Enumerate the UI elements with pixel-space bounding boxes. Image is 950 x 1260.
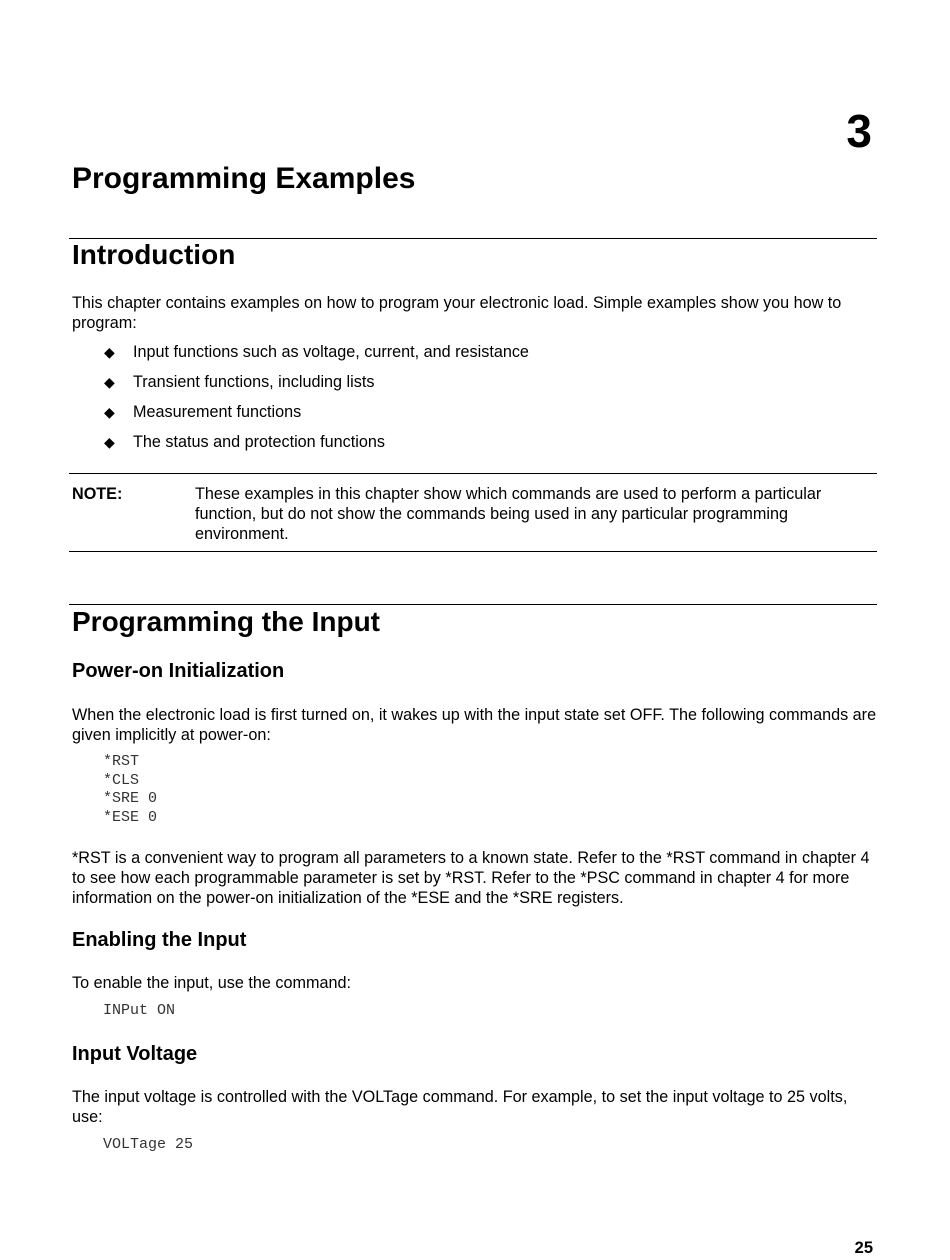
list-item-text: Measurement functions	[133, 403, 302, 421]
input-voltage-paragraph: The input voltage is controlled with the VOLTage command. For example, to set the input voltage to 25 volts, use:	[72, 1088, 848, 1126]
section-divider	[69, 604, 877, 605]
power-on-paragraph: When the electronic load is first turned on, it wakes up with the input state set OFF. The following commands are given implicitly at power-on:	[72, 706, 877, 744]
code-block	[103, 753, 157, 827]
chapter-number: 3	[846, 105, 872, 157]
note-text: These examples in this chapter show which commands are used to perform a particular function, but do not show the commands being used in any particular programming environment.	[195, 485, 822, 543]
chapter-title: Programming Examples	[72, 162, 416, 195]
code-line: *ESE 0	[103, 808, 158, 826]
power-on-heading: Power-on Initialization	[72, 660, 285, 682]
list-item	[104, 342, 864, 372]
note-label: NOTE:	[72, 485, 123, 503]
page-number: 25	[854, 1239, 873, 1257]
code-line: VOLTage 25	[103, 1136, 194, 1153]
list-item-text: Transient functions, including lists	[133, 373, 375, 391]
code-line: *SRE 0	[103, 790, 158, 807]
note-top-divider	[69, 473, 877, 474]
bullet-list	[104, 342, 864, 462]
input-voltage-heading: Input Voltage	[72, 1043, 198, 1065]
black-diamond-icon: ◆	[104, 404, 115, 420]
programming-input-heading: Programming the Input	[72, 606, 380, 637]
code-line: *CLS	[103, 771, 140, 789]
black-diamond-icon: ◆	[104, 434, 115, 450]
introduction-heading: Introduction	[72, 239, 236, 270]
list-item	[104, 432, 864, 462]
enabling-input-paragraph: To enable the input, use the command:	[72, 974, 351, 992]
black-diamond-icon: ◆	[104, 344, 115, 360]
code-line: INPut ON	[103, 1002, 176, 1019]
list-item	[104, 372, 864, 402]
list-item	[104, 402, 864, 432]
rst-paragraph: *RST is a convenient way to program all parameters to a known state. Refer to the *RST command in chapter 4 to see how each programmable parameter is set by *RST. Refer to the *PSC command in chapter 4 for more information on the power-on initialization of the *ESE and the *SRE registers.	[72, 849, 870, 907]
code-line: *RST	[103, 753, 140, 770]
note-bottom-divider	[69, 551, 877, 552]
introduction-paragraph: This chapter contains examples on how to program your electronic load. Simple examples show you how to program:	[72, 294, 842, 332]
list-item-text: The status and protection functions	[133, 433, 385, 451]
enabling-input-heading: Enabling the Input	[72, 929, 247, 951]
list-item-text: Input functions such as voltage, current, and resistance	[133, 343, 529, 361]
black-diamond-icon: ◆	[104, 374, 115, 390]
